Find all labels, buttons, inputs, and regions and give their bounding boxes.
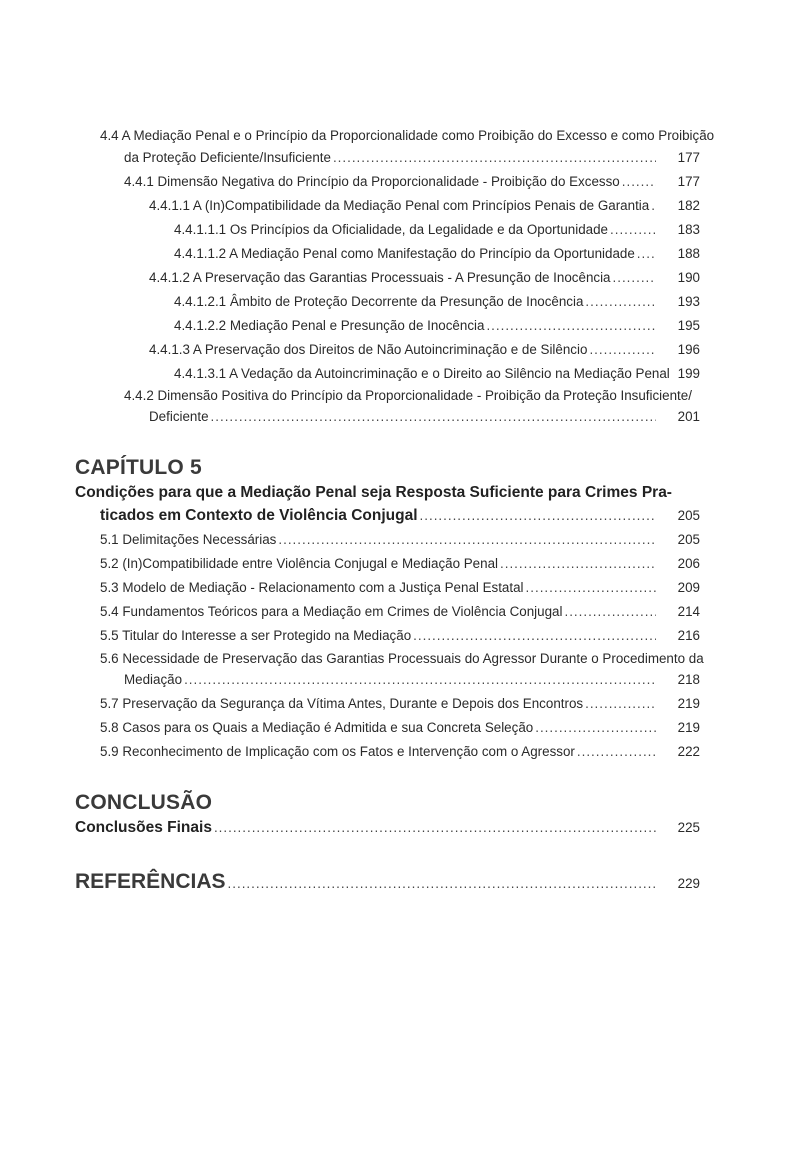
toc-page-number: 216 <box>677 628 700 643</box>
leader-dots <box>535 717 656 739</box>
toc-entry-4-4-1[interactable] <box>124 171 660 193</box>
toc-entry-label: 4.4.1.1.1 Os Princípios da Oficialidade, da Legalidade e da Oportunidade <box>174 222 608 237</box>
toc-entry-label: 5.2 (In)Compatibilidade entre Violência Conjugal e Mediação Penal <box>100 556 498 571</box>
toc-entry-4-4-2-line1: 4.4.2 Dimensão Positiva do Princípio da Proporcionalidade - Proibição da Proteção Insuficiente/ <box>124 388 692 403</box>
leader-dots <box>622 171 656 193</box>
leader-dots <box>589 339 656 361</box>
toc-entry-label: 5.9 Reconhecimento de Implicação com os Fatos e Intervenção com o Agressor <box>100 744 575 759</box>
toc-page-number: 183 <box>677 222 700 237</box>
toc-page-number: 190 <box>677 270 700 285</box>
leader-dots <box>651 195 656 217</box>
leader-dots <box>564 601 656 623</box>
toc-entry-5-5[interactable] <box>100 625 660 647</box>
toc-entry-conclusion[interactable] <box>75 817 660 839</box>
toc-entry-label: Mediação <box>124 672 183 687</box>
toc-entry-4-4-1-2-2[interactable] <box>174 315 660 337</box>
leader-dots <box>413 625 656 647</box>
toc-entry-4-4-1-1[interactable] <box>149 195 660 217</box>
toc-entry-5-8[interactable] <box>100 717 660 739</box>
toc-entry-4-4-1-1-1[interactable] <box>174 219 660 241</box>
leader-dots <box>420 505 656 527</box>
toc-entry-4-4-1-3-1[interactable] <box>174 363 670 385</box>
toc-entry-label: 4.4.1.1 A (In)Compatibilidade da Mediação Penal com Princípios Penais de Garantia <box>149 198 650 213</box>
toc-entry-4-4-1-2[interactable] <box>149 267 660 289</box>
leader-dots <box>637 243 656 265</box>
toc-page-number: 177 <box>677 174 700 189</box>
leader-dots <box>500 553 656 575</box>
toc-page-number: 209 <box>677 580 700 595</box>
toc-entry-label: 5.7 Preservação da Segurança da Vítima Antes, Durante e Depois dos Encontros <box>100 696 584 711</box>
toc-page-number: 193 <box>677 294 700 309</box>
toc-entry-4-4-2[interactable] <box>149 406 660 428</box>
toc-entry-5-2[interactable] <box>100 553 660 575</box>
toc-page-number: 206 <box>677 556 700 571</box>
toc-entry-label: 4.4.1.2 A Preservação das Garantias Processuais - A Presunção de Inocência <box>149 270 611 285</box>
leader-dots <box>577 741 656 763</box>
toc-entry-label: 4.4.1.3 A Preservação dos Direitos de Não Autoincriminação e de Silêncio <box>149 342 588 357</box>
toc-entry-4-4-1-1-2[interactable] <box>174 243 660 265</box>
toc-page-number: 222 <box>677 744 700 759</box>
chapter-heading: CAPÍTULO 5 <box>75 456 202 479</box>
chapter-title-line1: Condições para que a Mediação Penal seja Resposta Suficiente para Crimes Pra- <box>75 484 672 501</box>
toc-entry-4-4-line1: 4.4 A Mediação Penal e o Princípio da Proporcionalidade como Proibição do Excesso e como Proibição <box>100 128 715 143</box>
toc-entry-5-4[interactable] <box>100 601 660 623</box>
toc-entry-5-1[interactable] <box>100 529 660 551</box>
leader-dots <box>610 219 656 241</box>
toc-entry-label: 5.5 Titular do Interesse a ser Protegido na Mediação <box>100 628 412 643</box>
toc-entry-references[interactable] <box>75 868 660 898</box>
leader-dots <box>184 669 656 691</box>
toc-entry-label: ticados em Contexto de Violência Conjugal <box>100 507 418 524</box>
toc-page-number: 219 <box>677 696 700 711</box>
leader-dots <box>333 147 656 169</box>
leader-dots <box>585 291 656 313</box>
toc-entry-4-4[interactable] <box>124 147 660 169</box>
toc-page-number: 195 <box>677 318 700 333</box>
conclusion-heading: CONCLUSÃO <box>75 791 213 814</box>
chapter-title[interactable] <box>100 505 660 527</box>
leader-dots <box>228 870 656 898</box>
toc-page-number: 199 <box>677 366 700 381</box>
references-heading: REFERÊNCIAS <box>75 870 226 893</box>
toc-page-number: 201 <box>677 409 700 424</box>
toc-entry-label: 4.4.1.3.1 A Vedação da Autoincriminação e o Direito ao Silêncio na Mediação Penal <box>174 366 670 381</box>
toc-page-number: 196 <box>677 342 700 357</box>
leader-dots <box>486 315 656 337</box>
leader-dots <box>278 529 656 551</box>
toc-page-number: 225 <box>677 820 700 835</box>
toc-page-number: 214 <box>677 604 700 619</box>
toc-entry-label: 5.8 Casos para os Quais a Mediação é Admitida e sua Concreta Seleção <box>100 720 534 735</box>
toc-page-number: 182 <box>677 198 700 213</box>
toc-entry-5-6[interactable] <box>124 669 660 691</box>
toc-page-number: 218 <box>677 672 700 687</box>
toc-entry-4-4-1-3[interactable] <box>149 339 660 361</box>
toc-entry-label: Deficiente <box>149 409 209 424</box>
toc-entry-label: 4.4.1.2.2 Mediação Penal e Presunção de Inocência <box>174 318 485 333</box>
leader-dots <box>585 693 656 715</box>
toc-page-number: 177 <box>677 150 700 165</box>
toc-entry-5-7[interactable] <box>100 693 660 715</box>
toc-page-number: 229 <box>677 876 700 891</box>
toc-entry-label: 4.4.1.1.2 A Mediação Penal como Manifestação do Princípio da Oportunidade <box>174 246 635 261</box>
toc-entry-5-6-line1: 5.6 Necessidade de Preservação das Garantias Processuais do Agressor Durante o Procedimento da <box>100 651 704 666</box>
toc-entry-label: 5.3 Modelo de Mediação - Relacionamento com a Justiça Penal Estatal <box>100 580 524 595</box>
toc-page-number: 188 <box>677 246 700 261</box>
leader-dots <box>526 577 656 599</box>
toc-page-number: 205 <box>677 532 700 547</box>
toc-entry-label: 4.4.1.2.1 Âmbito de Proteção Decorrente da Presunção de Inocência <box>174 294 584 309</box>
toc-page-number: 205 <box>677 508 700 523</box>
toc-entry-label: 5.1 Delimitações Necessárias <box>100 532 277 547</box>
toc-entry-label: 4.4.1 Dimensão Negativa do Princípio da Proporcionalidade - Proibição do Excesso <box>124 174 620 189</box>
toc-entry-4-4-1-2-1[interactable] <box>174 291 660 313</box>
leader-dots <box>214 817 656 839</box>
leader-dots <box>211 406 656 428</box>
leader-dots <box>613 267 656 289</box>
toc-entry-label: 5.4 Fundamentos Teóricos para a Mediação em Crimes de Violência Conjugal <box>100 604 563 619</box>
toc-page-number: 219 <box>677 720 700 735</box>
toc-entry-5-3[interactable] <box>100 577 660 599</box>
toc-entry-label: da Proteção Deficiente/Insuficiente <box>124 150 331 165</box>
toc-entry-5-9[interactable] <box>100 741 660 763</box>
toc-entry-label: Conclusões Finais <box>75 819 212 836</box>
